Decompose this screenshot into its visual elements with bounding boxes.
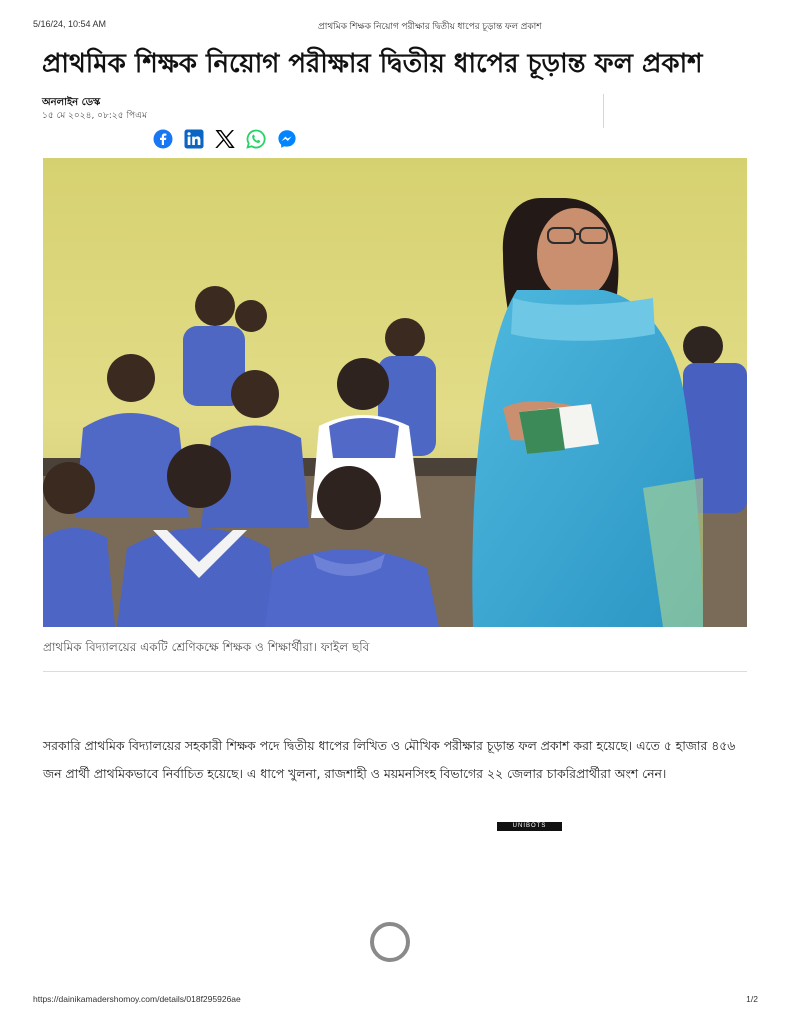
whatsapp-icon bbox=[246, 129, 266, 149]
share-bar bbox=[152, 128, 298, 150]
x-icon bbox=[214, 129, 236, 149]
print-header bbox=[33, 19, 758, 33]
byline bbox=[42, 96, 147, 123]
messenger-icon bbox=[277, 129, 297, 149]
article-hero-image bbox=[43, 158, 747, 627]
linkedin-icon bbox=[184, 129, 204, 149]
page-url[interactable]: https://dainikamadershomoy.com/details/018f295926ae bbox=[33, 994, 241, 1004]
share-x-button[interactable] bbox=[214, 128, 236, 150]
ad-badge[interactable]: UNIBOTS bbox=[497, 822, 562, 831]
caption-divider bbox=[43, 671, 747, 672]
print-footer bbox=[33, 994, 758, 1006]
author-name[interactable]: অনলাইন ডেস্ক bbox=[42, 97, 101, 108]
publish-timestamp: ১৫ মে ২০২৪, ০৮:২৫ পিএম bbox=[42, 111, 147, 121]
loading-spinner-icon bbox=[370, 922, 410, 962]
byline-divider bbox=[603, 94, 604, 128]
share-facebook-button[interactable] bbox=[152, 128, 174, 150]
page-number: 1/2 bbox=[746, 994, 758, 1004]
article-headline: প্রাথমিক শিক্ষক নিয়োগ পরীক্ষার দ্বিতীয় ধাপের চূড়ান্ত ফল প্রকাশ bbox=[42, 49, 703, 79]
print-date: 5/16/24, 10:54 AM bbox=[33, 19, 107, 29]
article-body: সরকারি প্রাথমিক বিদ্যালয়ের সহকারী শিক্ষক পদে দ্বিতীয় ধাপের লিখিত ও মৌখিক পরীক্ষার চূড়ান্ত ফল প্রকাশ করা হয়েছে। এতে ৫ হাজার ৪৫৬ জন প্রার্থী প্রাথমিকভাবে নির্বাচিত হয়েছে। এ ধাপে খুলনা, রাজশাহী ও ময়মনসিংহ বিভাগের ২২ জেলার চাকরিপ্রার্থীরা অংশ নেন। bbox=[43, 738, 736, 781]
share-linkedin-button[interactable] bbox=[183, 128, 205, 150]
facebook-icon bbox=[153, 129, 173, 149]
image-caption: প্রাথমিক বিদ্যালয়ের একটি শ্রেণিকক্ষে শিক্ষক ও শিক্ষার্থীরা। ফাইল ছবি bbox=[43, 640, 370, 654]
share-messenger-button[interactable] bbox=[276, 128, 298, 150]
print-title: প্রাথমিক শিক্ষক নিয়োগ পরীক্ষার দ্বিতীয় ধাপের চূড়ান্ত ফল প্রকাশ bbox=[318, 21, 542, 31]
share-whatsapp-button[interactable] bbox=[245, 128, 267, 150]
